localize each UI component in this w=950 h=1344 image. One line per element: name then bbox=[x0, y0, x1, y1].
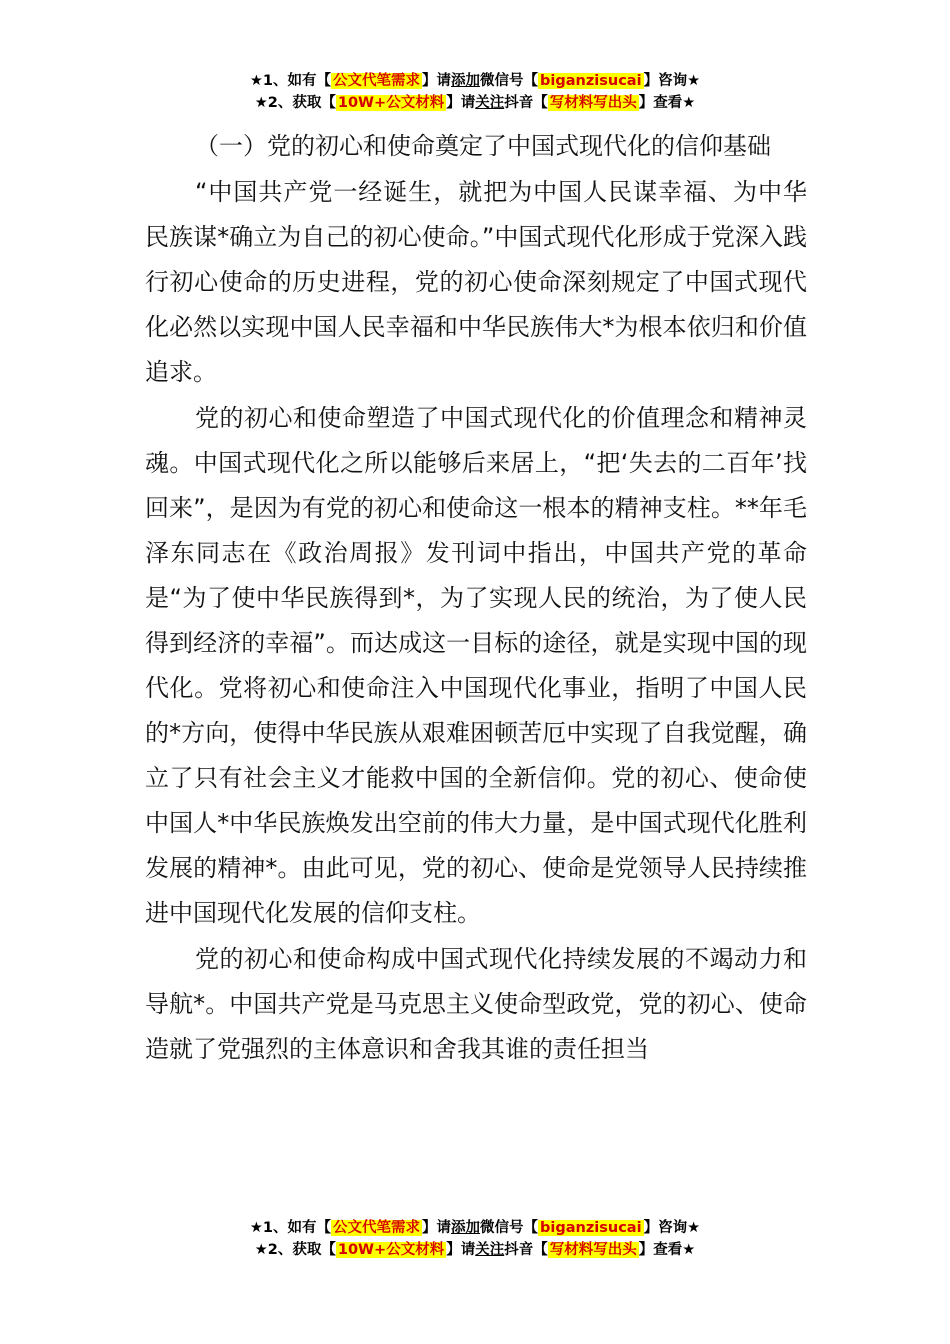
banner-text: 】请 bbox=[422, 1220, 452, 1236]
footer-banner bbox=[0, 1217, 950, 1261]
banner-text: 抖音【 bbox=[504, 95, 548, 111]
banner-text: ★1、如有【 bbox=[249, 1220, 332, 1236]
banner-text: 】请 bbox=[422, 73, 452, 89]
banner-text: 】请 bbox=[446, 95, 476, 111]
banner-line-1 bbox=[0, 1217, 950, 1239]
banner-text: ★2、获取【 bbox=[254, 95, 336, 111]
paragraph: “中国共产党一经诞生，就把为中国人民谋幸福、为中华民族谋*确立为自己的初心使命。”中国式现代化形成于党深入践行初心使命的历史进程，党的初心使命深刻规定了中国式现代化必然以实现中国人民幸福和中华民族伟大*为根本依归和价值追求。 bbox=[145, 178, 807, 386]
document-body bbox=[145, 124, 807, 1072]
underlined-text: 添加 bbox=[451, 73, 481, 89]
highlight-service: 公文代笔需求 bbox=[333, 73, 421, 89]
highlight-materials: 10W+公文材料 bbox=[337, 1242, 445, 1258]
paragraph: 党的初心和使命构成中国式现代化持续发展的不竭动力和导航*。中国共产党是马克思主义使命型政党，党的初心、使命造就了党强烈的主体意识和舍我其谁的责任担当 bbox=[145, 945, 807, 1063]
section-heading: （一）党的初心和使命奠定了中国式现代化的信仰基础 bbox=[195, 132, 771, 160]
banner-text: ★2、获取【 bbox=[254, 1242, 336, 1258]
underlined-text: 关注 bbox=[475, 95, 505, 111]
header-banner bbox=[0, 70, 950, 114]
highlight-wechat-id: biganzisucai bbox=[540, 73, 642, 89]
banner-line-1 bbox=[0, 70, 950, 92]
banner-text: ★1、如有【 bbox=[249, 73, 332, 89]
highlight-materials: 10W+公文材料 bbox=[337, 95, 445, 111]
highlight-wechat-id: biganzisucai bbox=[540, 1220, 642, 1236]
banner-text: 】请 bbox=[446, 1242, 476, 1258]
highlight-service: 公文代笔需求 bbox=[333, 1220, 421, 1236]
banner-text: 】咨询★ bbox=[643, 1220, 701, 1236]
paragraph: 党的初心和使命塑造了中国式现代化的价值理念和精神灵魂。中国式现代化之所以能够后来居上，“把‘失去的二百年’找回来”，是因为有党的初心和使命这一根本的精神支柱。**年毛泽东同志在《政治周报》发刊词中指出，中国共产党的革命是“为了使中华民族得到*，为了实现人民的统治，为了使人民得到经济的幸福”。而达成这一目标的途径，就是实现中国的现代化。党将初心和使命注入中国现代化事业，指明了中国人民的*方向，使得中华民族从艰难困顿苦厄中实现了自我觉醒，确立了只有社会主义才能救中国的全新信仰。党的初心、使命使中国人*中华民族焕发出空前的伟大力量，是中国式现代化胜利发展的精神*。由此可见，党的初心、使命是党领导人民持续推进中国现代化发展的信仰支柱。 bbox=[145, 404, 807, 927]
banner-text: 抖音【 bbox=[504, 1242, 548, 1258]
banner-text: 微信号【 bbox=[480, 73, 539, 89]
banner-text: 微信号【 bbox=[480, 1220, 539, 1236]
underlined-text: 添加 bbox=[451, 1220, 481, 1236]
underlined-text: 关注 bbox=[475, 1242, 505, 1258]
banner-line-2 bbox=[0, 92, 950, 114]
banner-text: 】查看★ bbox=[638, 95, 696, 111]
banner-text: 】查看★ bbox=[638, 1242, 696, 1258]
highlight-douyin-account: 写材料写出头 bbox=[549, 95, 637, 111]
banner-line-2 bbox=[0, 1239, 950, 1261]
banner-text: 】咨询★ bbox=[643, 73, 701, 89]
highlight-douyin-account: 写材料写出头 bbox=[549, 1242, 637, 1258]
